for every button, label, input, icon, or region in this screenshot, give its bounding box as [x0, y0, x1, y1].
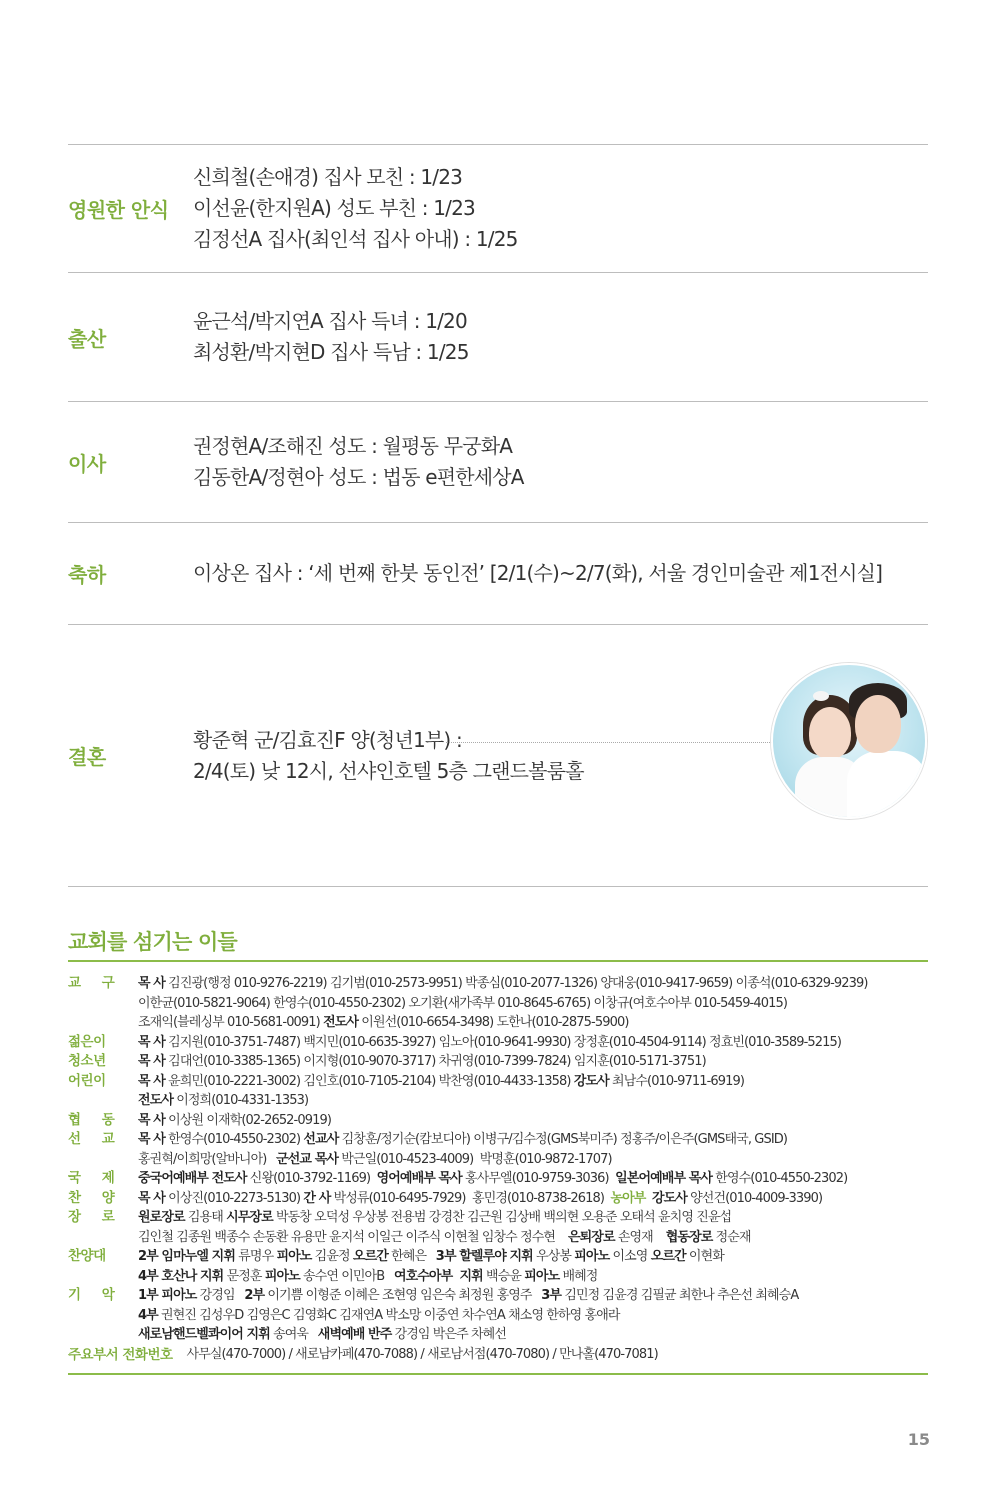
page-number: 15 [907, 1430, 930, 1449]
news-row-celebrate [68, 522, 928, 624]
bride-hairpiece [813, 691, 829, 701]
staff-row [68, 974, 928, 1033]
staff-category: 장 로 [68, 1209, 123, 1225]
staff-line: 김인철 김종원 백종수 손동환 유용만 윤지석 이일근 이주식 이현철 임창수 정수현 은퇴장로 손영재 협동장로 정순재 [138, 1229, 751, 1245]
staff-section [68, 928, 928, 1375]
staff-category: 청소년 [68, 1053, 106, 1069]
staff-line: 목 사 윤희민(010-2221-3002) 김인호(010-7105-2104) 박찬영(010-4433-1358) 강도사 최남수(010-9711-6919) [138, 1073, 745, 1089]
staff-lines [138, 1111, 928, 1131]
news-line: 김동한A/정현아 성도 : 법동 e편한세상A [193, 465, 524, 489]
news-line: 신희철(손애경) 집사 모친 : 1/23 [193, 165, 463, 189]
staff-line: 목 사 김대언(010-3385-1365) 이지형(010-9070-3717) 차귀영(010-7399-7824) 임지훈(010-5171-3751) [138, 1054, 706, 1069]
news-line: 김정선A 집사(최인석 집사 아내) : 1/25 [193, 227, 518, 251]
news-lines [193, 558, 928, 589]
staff-category: 어린이 [68, 1072, 106, 1089]
staff-line: 조재익(블레싱부 010-5681-0091) 전도사 이원선(010-6654-3498) 도한나(010-2875-5900) [138, 1015, 629, 1030]
phone-label: 주요부서 전화번호 [68, 1346, 173, 1363]
staff-line: 목 사 이상진(010-2273-5130) 간 사 박성류(010-6495-7929) 홍민경(010-8738-2618) 농아부 강도사 양선건(010-4009-3390) [138, 1190, 823, 1206]
staff-line: 1부 피아노 강경임 2부 이기쁨 이형준 이혜은 조현영 임은숙 최정원 홍영주 3부 김민정 김윤경 김필균 최한나 추은선 최혜승A [138, 1288, 799, 1303]
news-line: 이상온 집사 : ‘세 번째 한붓 동인전’ [2/1(수)~2/7(화), 서울 경인미술관 제1전시실] [193, 561, 883, 585]
news-lines [193, 306, 928, 368]
news-row-move [68, 401, 928, 522]
staff-line: 이한균(010-5821-9064) 한영수(010-4550-2302) 오기환(새가족부 010-8645-6765) 이창규(여호수아부 010-5459-4015) [138, 995, 788, 1011]
news-line: 2/4(토) 낮 12시, 선샤인호텔 5층 그랜드볼룸홀 [193, 758, 584, 783]
staff-line: 4부 권현진 김성우D 김영은C 김영화C 김재연A 박소망 이중연 차수연A 채소영 한하영 홍애라 [138, 1307, 620, 1323]
news-label: 영원한 안식 [68, 198, 169, 222]
staff-line: 원로장로 김용태 시무장로 박동창 오덕성 우상봉 전용범 강경찬 김근원 김상배 백의현 오용준 오태석 윤치영 진윤섭 [138, 1210, 732, 1225]
staff-lines [138, 1189, 928, 1209]
staff-category: 협 동 [68, 1111, 123, 1128]
news-line: 황준혁 군/김효진F 양(청년1부) : [193, 727, 462, 752]
news-label: 결혼 [68, 745, 106, 769]
groom-face [855, 695, 901, 753]
news-line: 이선윤(한지원A) 성도 부친 : 1/23 [193, 196, 475, 220]
staff-line: 중국어예배부 전도사 신왕(010-3792-1169) 영어예배부 목사 홍사무엘(010-9759-3036) 일본어예배부 목사 한영수(010-4550-2302) [138, 1171, 848, 1186]
staff-lines [138, 1130, 928, 1169]
staff-row [68, 1286, 928, 1345]
staff-row [68, 1052, 928, 1072]
family-news [68, 144, 928, 887]
staff-title: 교회를 섬기는 이들 [68, 928, 928, 962]
staff-category: 기 악 [68, 1287, 123, 1303]
bride-face [809, 707, 851, 759]
staff-lines [138, 1286, 928, 1345]
staff-line: 홍권혁/이희망(알바니아) 군선교 목사 박근일(010-4523-4009) 박명훈(010-9872-1707) [138, 1151, 612, 1167]
news-line: 권정현A/조해진 성도 : 월평동 무궁화A [193, 434, 513, 458]
staff-lines [138, 1072, 928, 1111]
news-row-wedding [68, 624, 928, 887]
staff-line: 전도사 이정희(010-4331-1353) [138, 1093, 309, 1108]
news-row-birth [68, 272, 928, 401]
staff-list [68, 974, 928, 1345]
staff-line: 목 사 김지원(010-3751-7487) 백지민(010-6635-3927) 임노아(010-9641-9930) 장정훈(010-4504-9114) 정효빈(010-3589-5215) [138, 1034, 842, 1050]
staff-lines [138, 1208, 928, 1247]
staff-line: 목 사 이상원 이재학(02-2652-0919) [138, 1112, 332, 1128]
staff-line: 4부 호산나 지휘 문정훈 피아노 송수연 이민아B 여호수아부 지휘 백승윤 피아노 배혜정 [138, 1268, 598, 1284]
staff-lines [138, 974, 928, 1033]
staff-row [68, 1033, 928, 1053]
news-label: 축하 [68, 563, 106, 587]
staff-row [68, 1072, 928, 1111]
staff-category: 선 교 [68, 1131, 123, 1147]
news-line: 윤근석/박지연A 집사 득녀 : 1/20 [193, 309, 467, 333]
couple-photo [771, 663, 927, 819]
staff-row [68, 1247, 928, 1286]
staff-row [68, 1169, 928, 1189]
staff-lines [138, 1052, 928, 1072]
news-label: 출산 [68, 326, 106, 351]
staff-row [68, 1130, 928, 1169]
staff-category: 국 제 [68, 1170, 123, 1186]
staff-category: 찬 양 [68, 1189, 123, 1206]
staff-lines [138, 1169, 928, 1189]
news-lines [193, 431, 928, 493]
staff-line: 2부 임마누엘 지휘 류명우 피아노 김윤정 오르간 한혜은 3부 할렐루야 지휘 우상봉 피아노 이소영 오르간 이현화 [138, 1249, 724, 1264]
staff-line: 목 사 김진광(행정 010-9276-2219) 김기범(010-2573-9951) 박종심(010-2077-1326) 양대웅(010-9417-9659) 이종석(010-6329-9239) [138, 976, 868, 991]
staff-line: 새로남핸드벨콰이어 지휘 송여욱 새벽예배 반주 강경임 박은주 차혜선 [138, 1327, 506, 1342]
staff-lines [138, 1033, 928, 1053]
staff-row [68, 1189, 928, 1209]
news-label: 이사 [68, 451, 106, 476]
staff-category: 찬양대 [68, 1248, 106, 1264]
news-lines [193, 162, 928, 255]
staff-row [68, 1208, 928, 1247]
news-row-condolence [68, 144, 928, 272]
staff-category: 젊은이 [68, 1033, 106, 1050]
staff-row [68, 1111, 928, 1131]
staff-lines [138, 1247, 928, 1286]
news-line: 최성환/박지현D 집사 득남 : 1/25 [193, 340, 469, 364]
staff-line: 목 사 한영수(010-4550-2302) 선교사 김창훈/정기순(캄보디아) 이병구/김수정(GMS북미주) 정홍주/이은주(GMS태국, GSID) [138, 1132, 788, 1147]
phone-row [68, 1345, 928, 1365]
phone-text: 사무실(470-7000) / 새로남카페(470-7088) / 새로남서점(470-7080) / 만나홀(470-7081) [186, 1346, 658, 1362]
groom-shirt [847, 751, 927, 819]
staff-bottom-rule [68, 1373, 928, 1375]
staff-category: 교 구 [68, 975, 123, 991]
dotted-leader [446, 742, 776, 743]
